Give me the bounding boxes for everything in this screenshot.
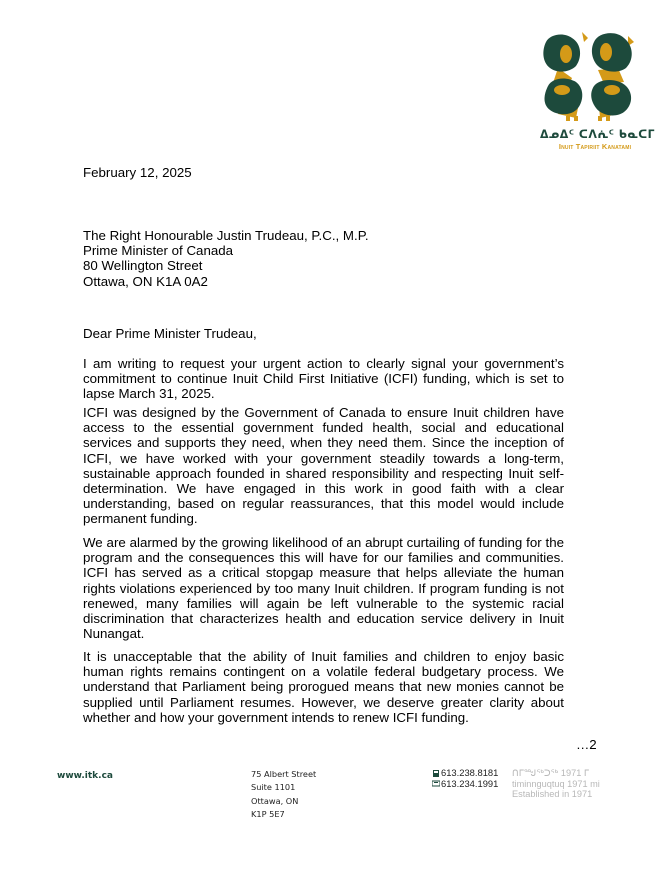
page-continuation: …2 xyxy=(576,737,597,752)
established-syllabics: ᑎᒥᙳᖅᑐᖅ 1971 ᒥ xyxy=(512,768,590,778)
phone-line xyxy=(432,768,498,779)
body-paragraph: I am writing to request your urgent action to clearly signal your government’s commitment to continue Inuit Child First Initiative (ICFI) funding, which is set to lapse March 31, 2025. xyxy=(83,356,564,402)
fax-number: 613.234.1991 xyxy=(441,777,499,789)
body-paragraph: ICFI was designed by the Government of Canada to ensure Inuit children have access to the essential government funded health, social and educational services and supports they need, when they need them. Since the inception of ICFI, we have worked with your government steadily towards a long-term, sustainable approach founded in shared responsibility and respecting Inuit self-determination. We have engaged in this work in good faith with a clear understanding, based on regular reassurances, that this model would include permanent funding. xyxy=(83,405,564,527)
address-line: 75 Albert Street xyxy=(251,769,317,779)
established-inuktitut: timinnguqtuq 1971 mi xyxy=(512,778,600,789)
footer-contact xyxy=(432,768,498,789)
footer-address xyxy=(251,768,316,821)
org-name-syllabics: ᐃᓄᐃᑦ ᑕᐱᕇᑦ ᑲᓇᑕᒥ xyxy=(540,128,656,141)
footer-established xyxy=(512,768,600,800)
letterhead-logo xyxy=(528,28,656,156)
itk-four-figures-logo-icon xyxy=(538,28,642,126)
established-english: Established in 1971 xyxy=(512,789,593,799)
recipient-line: Ottawa, ON K1A 0A2 xyxy=(83,273,208,289)
recipient-address xyxy=(83,228,369,289)
fax-line xyxy=(432,779,498,790)
address-line: Suite 1101 xyxy=(251,782,296,793)
address-line: Ottawa, ON xyxy=(251,795,299,806)
recipient-line: 80 Wellington Street xyxy=(83,258,203,274)
recipient-line: Prime Minister of Canada xyxy=(83,243,234,259)
footer-website-link[interactable]: www.itk.ca xyxy=(57,771,113,781)
fax-icon xyxy=(432,780,440,787)
recipient-line: The Right Honourable Justin Trudeau, P.C., M.P. xyxy=(83,228,369,243)
salutation: Dear Prime Minister Trudeau, xyxy=(83,326,257,341)
telephone-icon xyxy=(432,770,440,777)
phone-number: 613.238.8181 xyxy=(441,767,499,778)
body-paragraph: We are alarmed by the growing likelihood of an abrupt curtailing of funding for the program and the consequences this will have for our families and communities. ICFI has served as a critical stopgap measure that helps alleviate the human rights violations experienced by too many Inuit children. If program funding is not renewed, many families will again be left vulnerable to the systemic racial discrimination that characterizes health and education service delivery in Inuit Nunangat. xyxy=(83,535,564,642)
address-line: K1P 5E7 xyxy=(251,808,285,819)
body-paragraph: It is unacceptable that the ability of Inuit families and children to enjoy basic human rights remains contingent on a volatile federal budgetary process. We understand that Parliament being prorogued means that new monies cannot be supplied until Parliament resumes. However, we deserve greater clarity about whether and how your government intends to renew ICFI funding. xyxy=(83,649,564,725)
letter-date: February 12, 2025 xyxy=(83,165,192,180)
org-name: Inuit Tapiriit Kanatami xyxy=(558,142,632,151)
